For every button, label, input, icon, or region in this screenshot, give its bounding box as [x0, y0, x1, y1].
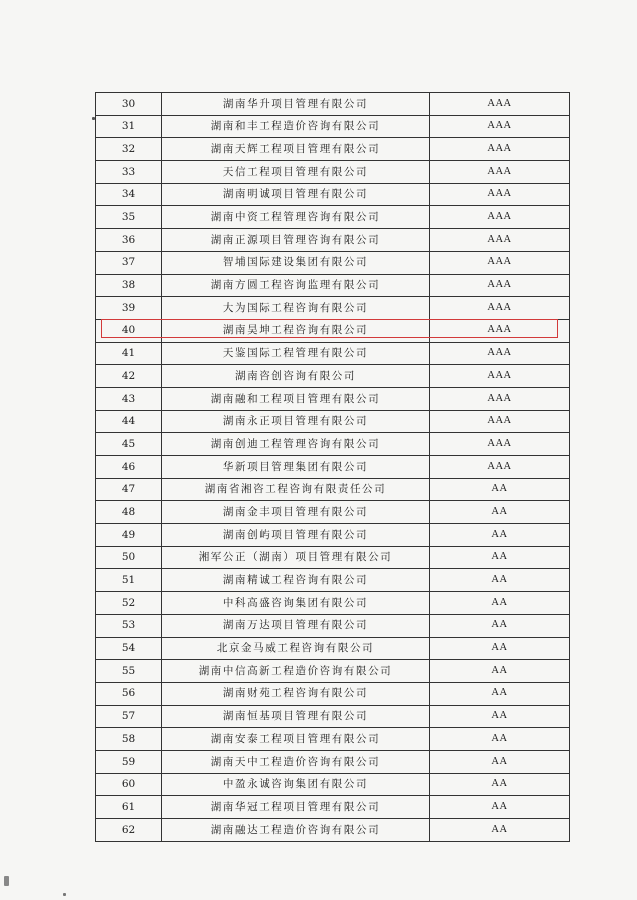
rating-grade: AA [430, 501, 570, 524]
company-name: 湖南华升项目管理有限公司 [162, 93, 430, 116]
table-row [96, 206, 570, 229]
company-name: 湖南昊坤工程咨询有限公司 [162, 319, 430, 342]
table-row [96, 569, 570, 592]
row-number: 36 [96, 229, 162, 252]
table-row [96, 387, 570, 410]
row-number: 43 [96, 387, 162, 410]
company-name: 湖南明诚项目管理有限公司 [162, 183, 430, 206]
table-row [96, 546, 570, 569]
rating-grade: AAA [430, 319, 570, 342]
table-row [96, 433, 570, 456]
table-row [96, 478, 570, 501]
table-body [96, 93, 570, 842]
rating-grade: AA [430, 750, 570, 773]
company-name: 湖南创屿项目管理有限公司 [162, 524, 430, 547]
company-name: 湖南财苑工程咨询有限公司 [162, 682, 430, 705]
rating-grade: AA [430, 773, 570, 796]
rating-grade: AA [430, 614, 570, 637]
rating-grade: AAA [430, 229, 570, 252]
row-number: 52 [96, 592, 162, 615]
rating-grade: AA [430, 592, 570, 615]
row-number: 54 [96, 637, 162, 660]
rating-grade: AAA [430, 410, 570, 433]
rating-grade: AA [430, 796, 570, 819]
row-number: 48 [96, 501, 162, 524]
rating-grade: AAA [430, 456, 570, 479]
table-row [96, 410, 570, 433]
table-row [96, 819, 570, 842]
company-name: 湖南万达项目管理有限公司 [162, 614, 430, 637]
company-name: 湖南省湘咨工程咨询有限责任公司 [162, 478, 430, 501]
rating-grade: AAA [430, 433, 570, 456]
company-name: 湖南天辉工程项目管理有限公司 [162, 138, 430, 161]
table-row [96, 138, 570, 161]
table-row [96, 365, 570, 388]
row-number: 51 [96, 569, 162, 592]
company-name: 湖南和丰工程造价咨询有限公司 [162, 115, 430, 138]
rating-grade: AAA [430, 138, 570, 161]
company-name: 湖南融达工程造价咨询有限公司 [162, 819, 430, 842]
rating-grade: AA [430, 546, 570, 569]
rating-grade: AAA [430, 115, 570, 138]
rating-grade: AA [430, 569, 570, 592]
company-name: 湖南永正项目管理有限公司 [162, 410, 430, 433]
row-number: 39 [96, 297, 162, 320]
rating-grade: AA [430, 728, 570, 751]
row-number: 38 [96, 274, 162, 297]
company-name: 智埔国际建设集团有限公司 [162, 251, 430, 274]
table-row [96, 161, 570, 184]
company-name: 中盈永诚咨询集团有限公司 [162, 773, 430, 796]
rating-grade: AA [430, 682, 570, 705]
rating-grade: AAA [430, 342, 570, 365]
table-row [96, 297, 570, 320]
row-number: 33 [96, 161, 162, 184]
rating-grade: AAA [430, 93, 570, 116]
company-name: 华新项目管理集团有限公司 [162, 456, 430, 479]
row-number: 56 [96, 682, 162, 705]
table-row [96, 274, 570, 297]
table-row [96, 705, 570, 728]
table-row [96, 614, 570, 637]
row-number: 31 [96, 115, 162, 138]
table-row [96, 93, 570, 116]
row-number: 37 [96, 251, 162, 274]
rating-grade: AAA [430, 297, 570, 320]
company-name: 湖南中资工程管理咨询有限公司 [162, 206, 430, 229]
row-number: 40 [96, 319, 162, 342]
company-name: 湖南恒基项目管理有限公司 [162, 705, 430, 728]
row-number: 35 [96, 206, 162, 229]
table-row [96, 796, 570, 819]
rating-grade: AA [430, 819, 570, 842]
rating-grade: AA [430, 478, 570, 501]
rating-grade: AAA [430, 251, 570, 274]
row-number: 41 [96, 342, 162, 365]
company-name: 天鉴国际工程管理有限公司 [162, 342, 430, 365]
company-name: 湖南精诚工程咨询有限公司 [162, 569, 430, 592]
row-number: 53 [96, 614, 162, 637]
rating-grade: AAA [430, 183, 570, 206]
row-number: 30 [96, 93, 162, 116]
company-name: 湖南中信高新工程造价咨询有限公司 [162, 660, 430, 683]
row-number: 57 [96, 705, 162, 728]
company-name: 湖南金丰项目管理有限公司 [162, 501, 430, 524]
table-row [96, 115, 570, 138]
company-name: 湖南融和工程项目管理有限公司 [162, 387, 430, 410]
company-name: 湖南咨创咨询有限公司 [162, 365, 430, 388]
rating-grade: AA [430, 637, 570, 660]
row-number: 55 [96, 660, 162, 683]
row-number: 58 [96, 728, 162, 751]
row-number: 60 [96, 773, 162, 796]
rating-grade: AAA [430, 206, 570, 229]
row-number: 45 [96, 433, 162, 456]
company-name: 湖南方圆工程咨询监理有限公司 [162, 274, 430, 297]
row-number: 32 [96, 138, 162, 161]
company-name: 湖南天中工程造价咨询有限公司 [162, 750, 430, 773]
company-name: 湖南创迪工程管理咨询有限公司 [162, 433, 430, 456]
table-row [96, 524, 570, 547]
table-row [96, 592, 570, 615]
table-row [96, 183, 570, 206]
table-row [96, 660, 570, 683]
row-number: 50 [96, 546, 162, 569]
rating-grade: AAA [430, 274, 570, 297]
company-name: 中科高盛咨询集团有限公司 [162, 592, 430, 615]
company-name: 大为国际工程咨询有限公司 [162, 297, 430, 320]
credit-rating-table [95, 92, 570, 842]
table-row [96, 773, 570, 796]
row-number: 62 [96, 819, 162, 842]
rating-grade: AAA [430, 365, 570, 388]
table-row [96, 342, 570, 365]
rating-grade: AA [430, 660, 570, 683]
table-row [96, 637, 570, 660]
row-number: 61 [96, 796, 162, 819]
row-number: 49 [96, 524, 162, 547]
row-number: 47 [96, 478, 162, 501]
rating-grade: AAA [430, 387, 570, 410]
table-row [96, 456, 570, 479]
table-row [96, 229, 570, 252]
table-row [96, 682, 570, 705]
scan-speck [63, 893, 66, 896]
table-row [96, 750, 570, 773]
company-name: 湖南正源项目管理咨询有限公司 [162, 229, 430, 252]
rating-grade: AA [430, 705, 570, 728]
company-name: 北京金马威工程咨询有限公司 [162, 637, 430, 660]
row-number: 34 [96, 183, 162, 206]
row-number: 44 [96, 410, 162, 433]
row-number: 59 [96, 750, 162, 773]
company-name: 湖南安泰工程项目管理有限公司 [162, 728, 430, 751]
row-number: 46 [96, 456, 162, 479]
scan-speck [4, 876, 9, 886]
rating-grade: AA [430, 524, 570, 547]
rating-grade: AAA [430, 161, 570, 184]
table-row [96, 251, 570, 274]
company-name: 湖南华冠工程项目管理有限公司 [162, 796, 430, 819]
row-number: 42 [96, 365, 162, 388]
table-row-highlighted [96, 319, 570, 342]
company-name: 天信工程项目管理有限公司 [162, 161, 430, 184]
table-row [96, 728, 570, 751]
table-row [96, 501, 570, 524]
scan-speck [92, 117, 95, 120]
company-name: 湘军公正（湖南）项目管理有限公司 [162, 546, 430, 569]
